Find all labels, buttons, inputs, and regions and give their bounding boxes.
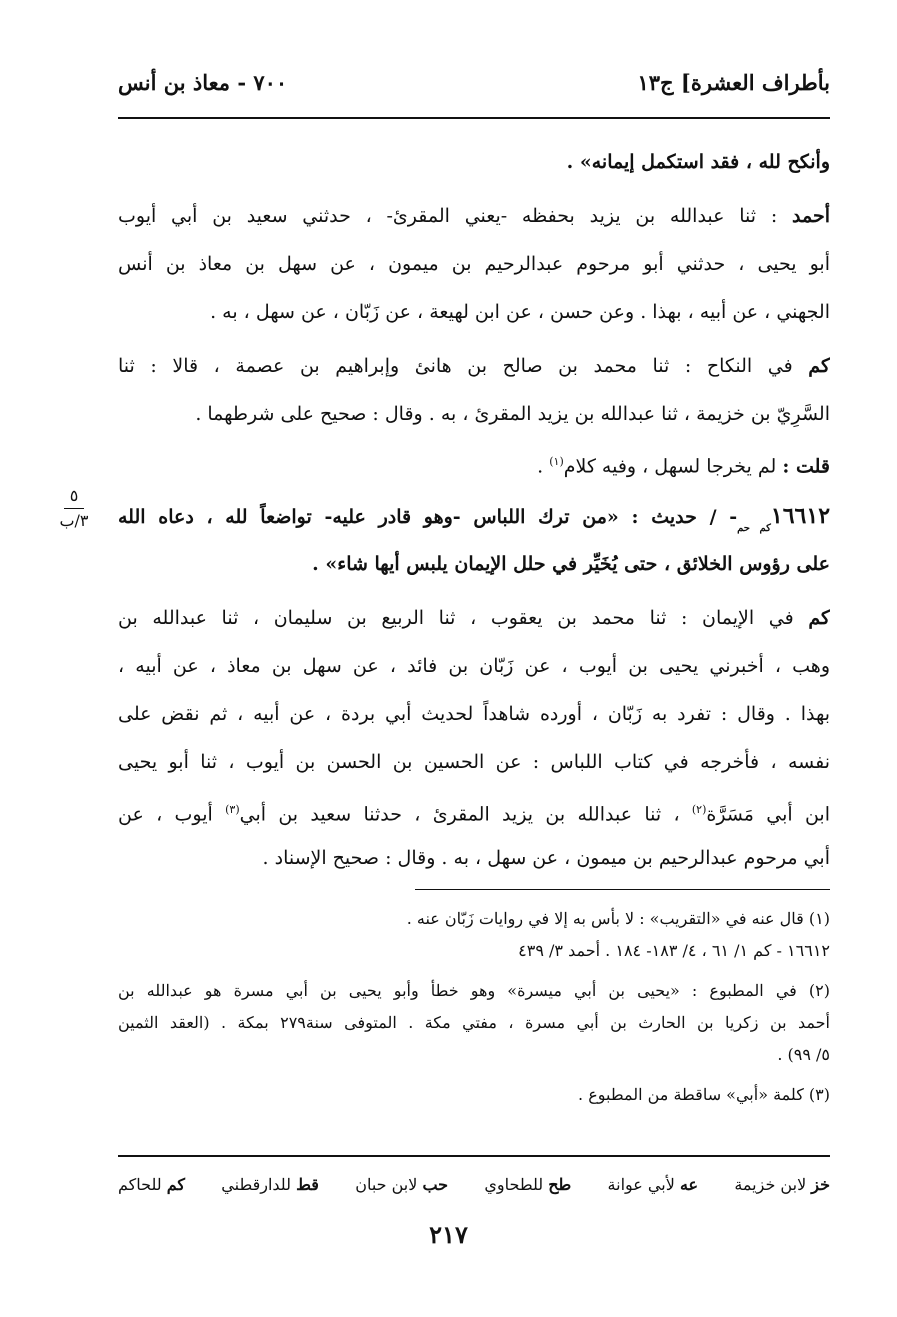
footnote-2-cont: ٥/ ٩٩) . — [777, 1045, 830, 1064]
hadith-source-codes: كم حم — [737, 523, 771, 534]
text-line: الجهني ، عن أبيه ، بهذا . وعن حسن ، عن ابن لهيعة ، عن زَبّان ، عن سهل ، به . — [210, 301, 830, 323]
footnote-rule — [415, 889, 830, 890]
hadith-references: ١٦٦١٢ - كم ١/ ٦١ ، ٤/ ١٨٣- ١٨٤ . أحمد ٣/ ٤٣٩ — [518, 941, 830, 960]
abbreviation-rule — [118, 1155, 830, 1157]
header-rule — [118, 117, 830, 119]
running-head-left: ٧٠٠ - معاذ بن أنس — [118, 69, 288, 95]
text-line: كم في النكاح : ثنا محمد بن صالح بن هانئ وإبراهيم بن عصمة ، قالا : ثنا — [118, 355, 830, 377]
text-line: نفسه ، فأخرجه في كتاب اللباس : عن الحسين بن الحسن بن أيوب ، ثنا أبو يحيى — [118, 751, 830, 773]
footnote-2-cont: أحمد بن زكريا بن الحارث بن أبي مسرة ، مفتي مكة . المتوفى سنة٢٧٩ بمكة . (العقد الثمين — [118, 1013, 830, 1032]
source-label-hakim: كم — [808, 355, 830, 377]
abbreviation-item: خز لابن خزيمة — [734, 1174, 830, 1194]
text-line: أبو يحيى ، حدثني أبو مرحوم عبدالرحيم بن ميمون ، عن سهل بن معاذ بن أنس — [118, 253, 830, 275]
text-line: ابن أبي مَسَرَّة$^{(٢)}$ ، ثنا عبدالله بن يزيد المقرئ ، حدثنا سعيد بن أبي$^{(٣)}$ أيوب ، عن — [118, 803, 830, 826]
footnote-2: (٢) في المطبوع : «يحيى بن أبي ميسرة» وهو خطأ وأبو يحيى بن أبي مسرة هو عبدالله بن — [118, 981, 830, 1000]
main-text — [118, 138, 830, 882]
text-line: أحمد : ثنا عبدالله بن يزيد بحفظه -يعني المقرئ- ، حدثني سعيد بن أبي أيوب — [118, 205, 830, 227]
footnotes — [118, 903, 830, 1111]
paragraph-end-line: وأنكح لله ، فقد استكمل إيمانه» . — [566, 151, 830, 173]
footnote-3: (٣) كلمة «أبي» ساقطة من المطبوع . — [578, 1085, 830, 1104]
source-label-ahmad: أحمد — [792, 205, 830, 227]
margin-note-number: ٥ — [64, 484, 85, 509]
abbreviation-item: كم للحاكم — [118, 1174, 185, 1194]
hadith-number: ١٦٦١٢ — [770, 503, 830, 529]
text-line: كم في الإيمان : ثنا محمد بن يعقوب ، ثنا الربيع بن سليمان ، ثنا عبدالله بن — [118, 607, 830, 629]
margin-note-folio: ٣/ب — [59, 511, 89, 530]
abbreviation-key — [118, 1166, 830, 1202]
text-line: السَّرِيّ بن خزيمة ، ثنا عبدالله بن يزيد المقرئ ، به . وقال : صحيح على شرطهما . — [195, 403, 830, 425]
abbreviation-item: قط للدارقطني — [221, 1174, 319, 1194]
footnote-ref: (٣) — [225, 803, 240, 816]
abbreviation-item: حب لابن حبان — [355, 1174, 449, 1194]
comment-label: قلت : — [782, 455, 830, 478]
running-head — [118, 62, 830, 102]
running-head-right: بأطراف العشرة] ج١٣ — [637, 69, 830, 95]
footnote-1: (١) قال عنه في «التقريب» : لا بأس به إلا في روايات زَبّان عنه . — [406, 909, 830, 928]
source-label-hakim: كم — [808, 607, 830, 629]
hadith-text-line: على رؤوس الخلائق ، حتى يُخَيِّر في حلل الإيمان يلبس أيها شاء» . — [312, 553, 830, 575]
text-line: بهذا . وقال : تفرد به زَبّان ، أورده شاهداً لحديث أبي بردة ، عن أبيه ، ثم نقض على — [118, 703, 830, 725]
margin-note — [44, 484, 104, 533]
text-line: وهب ، أخبرني يحيى بن أيوب ، عن زَبّان بن فائد ، عن سهل بن معاذ ، عن أبيه ، — [118, 655, 830, 677]
footnote-ref: (٢) — [691, 803, 707, 816]
abbreviation-item: عه لأبي عوانة — [607, 1174, 699, 1194]
abbreviation-item: طح للطحاوي — [484, 1174, 572, 1194]
text-line: أبي مرحوم عبدالرحيم بن ميمون ، عن سهل ، به . وقال : صحيح الإسناد . — [262, 847, 830, 869]
text-line: قلت : لم يخرجا لسهل ، وفيه كلام$^{(١)}$ . — [537, 455, 830, 478]
hadith-heading-line: $١٦٦١٢_{كم حم}-$ / حديث : «من ترك اللباس -وهو قادر عليه- تواضعاً لله ، دعاه الله — [118, 503, 830, 534]
page-number: ٢١٧ — [429, 1220, 468, 1249]
footnote-ref: (١) — [549, 455, 564, 468]
